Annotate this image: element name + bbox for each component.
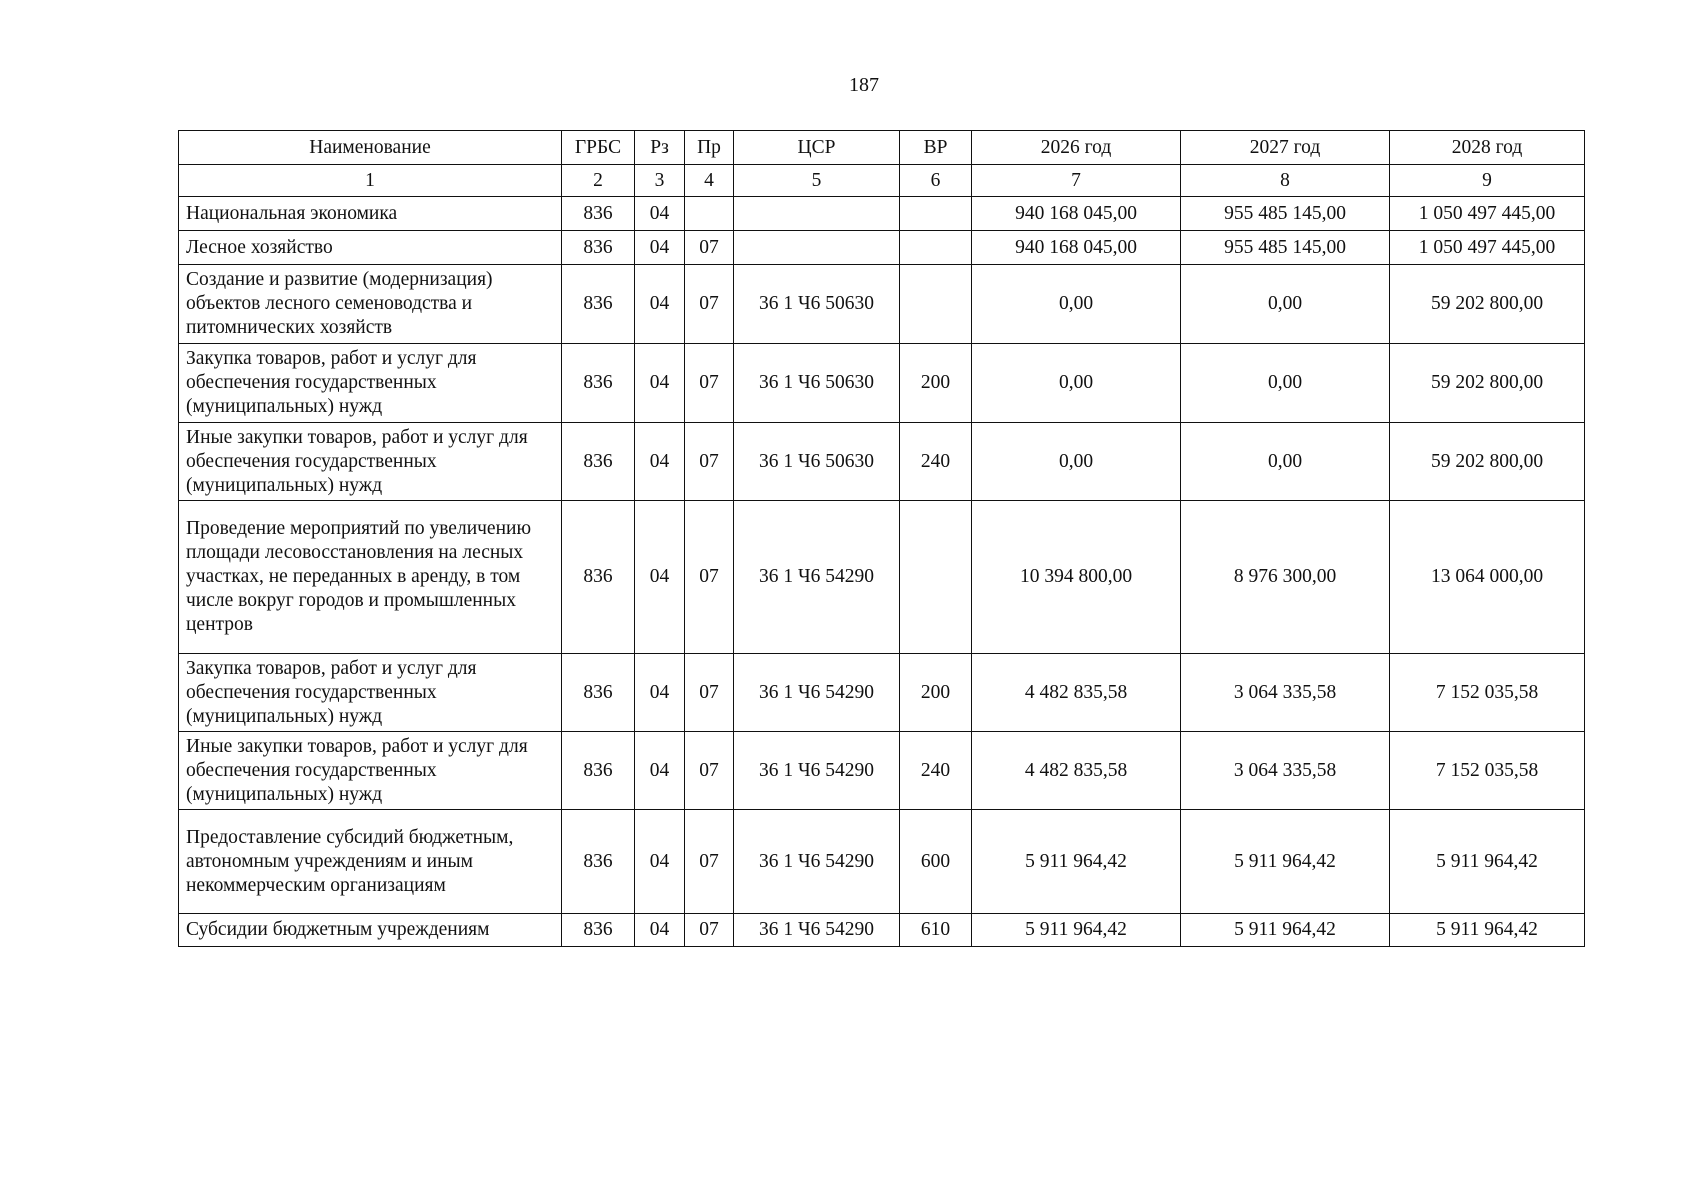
row-2028: 5 911 964,42 — [1390, 810, 1585, 914]
row-vr — [900, 265, 972, 344]
row-name: Субсидии бюджетным учреждениям — [179, 914, 562, 947]
table-row — [179, 231, 1585, 265]
header-grbs: ГРБС — [562, 131, 635, 165]
row-csr: 36 1 Ч6 54290 — [734, 654, 900, 732]
row-name: Предоставление субсидий бюджетным, автономным учреждениям и иным некоммерческим организациям — [179, 810, 562, 914]
table-row — [179, 914, 1585, 947]
row-2027: 955 485 145,00 — [1181, 197, 1390, 231]
row-name: Проведение мероприятий по увеличению площади лесовосстановления на лесных участках, не переданных в аренду, в том числе вокруг городов и промышленных центров — [179, 501, 562, 654]
column-number-row — [179, 165, 1585, 197]
table-row — [179, 810, 1585, 914]
row-csr: 36 1 Ч6 50630 — [734, 344, 900, 423]
header-csr: ЦСР — [734, 131, 900, 165]
row-rz: 04 — [635, 810, 685, 914]
column-number: 1 — [179, 165, 562, 197]
row-2028: 59 202 800,00 — [1390, 265, 1585, 344]
row-2027: 8 976 300,00 — [1181, 501, 1390, 654]
row-2027: 955 485 145,00 — [1181, 231, 1390, 265]
column-number: 2 — [562, 165, 635, 197]
row-rz: 04 — [635, 501, 685, 654]
row-name: Закупка товаров, работ и услуг для обеспечения государственных (муниципальных) нужд — [179, 654, 562, 732]
row-pr: 07 — [685, 344, 734, 423]
row-rz: 04 — [635, 231, 685, 265]
row-2026: 5 911 964,42 — [972, 810, 1181, 914]
row-2028: 5 911 964,42 — [1390, 914, 1585, 947]
row-2026: 5 911 964,42 — [972, 914, 1181, 947]
row-csr: 36 1 Ч6 54290 — [734, 732, 900, 810]
row-2028: 1 050 497 445,00 — [1390, 197, 1585, 231]
row-vr — [900, 501, 972, 654]
row-vr: 200 — [900, 654, 972, 732]
row-grbs: 836 — [562, 265, 635, 344]
page-number: 187 — [849, 74, 879, 96]
column-number: 3 — [635, 165, 685, 197]
header-2028: 2028 год — [1390, 131, 1585, 165]
column-number: 7 — [972, 165, 1181, 197]
table-row — [179, 501, 1585, 654]
row-rz: 04 — [635, 654, 685, 732]
row-grbs: 836 — [562, 423, 635, 501]
header-rz: Рз — [635, 131, 685, 165]
row-csr: 36 1 Ч6 50630 — [734, 265, 900, 344]
column-number: 4 — [685, 165, 734, 197]
row-pr: 07 — [685, 423, 734, 501]
row-rz: 04 — [635, 732, 685, 810]
table-row — [179, 654, 1585, 732]
row-2027: 0,00 — [1181, 344, 1390, 423]
row-2027: 5 911 964,42 — [1181, 810, 1390, 914]
header-row — [179, 131, 1585, 165]
row-2028: 7 152 035,58 — [1390, 732, 1585, 810]
row-grbs: 836 — [562, 197, 635, 231]
row-2026: 940 168 045,00 — [972, 231, 1181, 265]
row-pr: 07 — [685, 501, 734, 654]
header-2027: 2027 год — [1181, 131, 1390, 165]
table-row — [179, 265, 1585, 344]
row-2028: 59 202 800,00 — [1390, 344, 1585, 423]
row-csr: 36 1 Ч6 54290 — [734, 914, 900, 947]
row-pr: 07 — [685, 914, 734, 947]
row-name: Иные закупки товаров, работ и услуг для обеспечения государственных (муниципальных) нужд — [179, 732, 562, 810]
row-2028: 13 064 000,00 — [1390, 501, 1585, 654]
row-csr — [734, 231, 900, 265]
row-pr: 07 — [685, 231, 734, 265]
row-name: Лесное хозяйство — [179, 231, 562, 265]
column-number: 9 — [1390, 165, 1585, 197]
row-vr: 240 — [900, 423, 972, 501]
row-2028: 7 152 035,58 — [1390, 654, 1585, 732]
column-number: 6 — [900, 165, 972, 197]
row-grbs: 836 — [562, 654, 635, 732]
row-pr: 07 — [685, 654, 734, 732]
row-pr: 07 — [685, 265, 734, 344]
row-2026: 4 482 835,58 — [972, 654, 1181, 732]
header-name: Наименование — [179, 131, 562, 165]
row-2026: 0,00 — [972, 423, 1181, 501]
row-2027: 0,00 — [1181, 423, 1390, 501]
row-vr: 610 — [900, 914, 972, 947]
row-pr — [685, 197, 734, 231]
row-2026: 0,00 — [972, 344, 1181, 423]
row-pr: 07 — [685, 732, 734, 810]
row-grbs: 836 — [562, 810, 635, 914]
row-rz: 04 — [635, 197, 685, 231]
row-rz: 04 — [635, 423, 685, 501]
table-row — [179, 344, 1585, 423]
row-name: Национальная экономика — [179, 197, 562, 231]
row-rz: 04 — [635, 914, 685, 947]
row-csr — [734, 197, 900, 231]
budget-table — [178, 130, 1585, 947]
row-rz: 04 — [635, 265, 685, 344]
row-2027: 3 064 335,58 — [1181, 654, 1390, 732]
column-number: 8 — [1181, 165, 1390, 197]
header-pr: Пр — [685, 131, 734, 165]
row-name: Иные закупки товаров, работ и услуг для обеспечения государственных (муниципальных) нужд — [179, 423, 562, 501]
row-2028: 59 202 800,00 — [1390, 423, 1585, 501]
row-csr: 36 1 Ч6 54290 — [734, 810, 900, 914]
table-row — [179, 732, 1585, 810]
row-2026: 940 168 045,00 — [972, 197, 1181, 231]
row-2026: 0,00 — [972, 265, 1181, 344]
row-grbs: 836 — [562, 344, 635, 423]
row-rz: 04 — [635, 344, 685, 423]
row-2027: 5 911 964,42 — [1181, 914, 1390, 947]
row-name: Закупка товаров, работ и услуг для обеспечения государственных (муниципальных) нужд — [179, 344, 562, 423]
column-number: 5 — [734, 165, 900, 197]
row-vr — [900, 231, 972, 265]
row-2027: 3 064 335,58 — [1181, 732, 1390, 810]
row-grbs: 836 — [562, 914, 635, 947]
row-grbs: 836 — [562, 501, 635, 654]
header-2026: 2026 год — [972, 131, 1181, 165]
row-pr: 07 — [685, 810, 734, 914]
row-name: Создание и развитие (модернизация) объектов лесного семеноводства и питомнических хозяйств — [179, 265, 562, 344]
row-vr: 200 — [900, 344, 972, 423]
table-row — [179, 197, 1585, 231]
row-grbs: 836 — [562, 231, 635, 265]
row-vr — [900, 197, 972, 231]
header-vr: ВР — [900, 131, 972, 165]
table-row — [179, 423, 1585, 501]
row-2026: 10 394 800,00 — [972, 501, 1181, 654]
row-csr: 36 1 Ч6 54290 — [734, 501, 900, 654]
row-2028: 1 050 497 445,00 — [1390, 231, 1585, 265]
row-grbs: 836 — [562, 732, 635, 810]
row-2027: 0,00 — [1181, 265, 1390, 344]
row-vr: 600 — [900, 810, 972, 914]
row-vr: 240 — [900, 732, 972, 810]
row-csr: 36 1 Ч6 50630 — [734, 423, 900, 501]
row-2026: 4 482 835,58 — [972, 732, 1181, 810]
